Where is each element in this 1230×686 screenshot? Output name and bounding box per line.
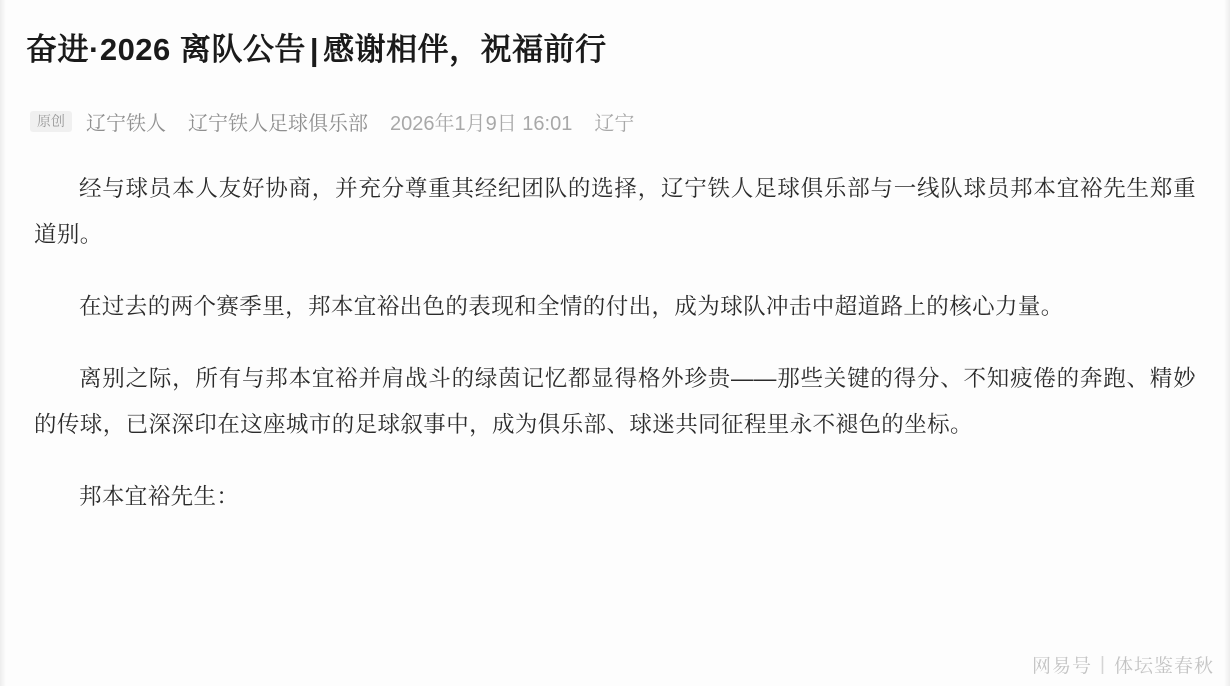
meta-source[interactable]: 辽宁铁人足球俱乐部 bbox=[188, 113, 368, 136]
watermark-divider: | bbox=[1100, 653, 1106, 675]
title-section bbox=[0, 0, 1230, 71]
article-paragraph: 离别之际，所有与邦本宜裕并肩战斗的绿茵记忆都显得格外珍贵——那些关键的得分、不知疲倦的奔跑、精妙的传球，已深深印在这座城市的足球叙事中，成为俱乐部、球迷共同征程里永不褪色的坐标。 bbox=[34, 366, 1196, 438]
article-paragraph: 经与球员本人友好协商，并充分尊重其经纪团队的选择，辽宁铁人足球俱乐部与一线队球员邦本宜裕先生郑重道别。 bbox=[34, 176, 1196, 248]
page-title-separator: | bbox=[309, 31, 320, 67]
article-paragraph: 在过去的两个赛季里，邦本宜裕出色的表现和全情的付出，成为球队冲击中超道路上的核心力量。 bbox=[79, 294, 1064, 320]
article-meta bbox=[0, 91, 1230, 136]
page-title bbox=[26, 29, 1204, 71]
page-title-sub: 感谢相伴，祝福前行 bbox=[323, 31, 607, 67]
watermark-account: 体坛鉴春秋 bbox=[1113, 656, 1214, 677]
meta-author[interactable]: 辽宁铁人 bbox=[86, 113, 166, 136]
article-body bbox=[0, 136, 1230, 520]
page-title-main: 奋进·2026 离队公告 bbox=[26, 31, 306, 67]
article-paragraph: 邦本宜裕先生： bbox=[79, 484, 240, 510]
meta-location: 辽宁 bbox=[594, 113, 635, 136]
original-badge: 原创 bbox=[30, 111, 72, 132]
meta-datetime: 2026年1月9日 16:01 bbox=[390, 113, 573, 136]
watermark-platform: 网易号 bbox=[1032, 656, 1093, 677]
watermark bbox=[1032, 651, 1214, 678]
